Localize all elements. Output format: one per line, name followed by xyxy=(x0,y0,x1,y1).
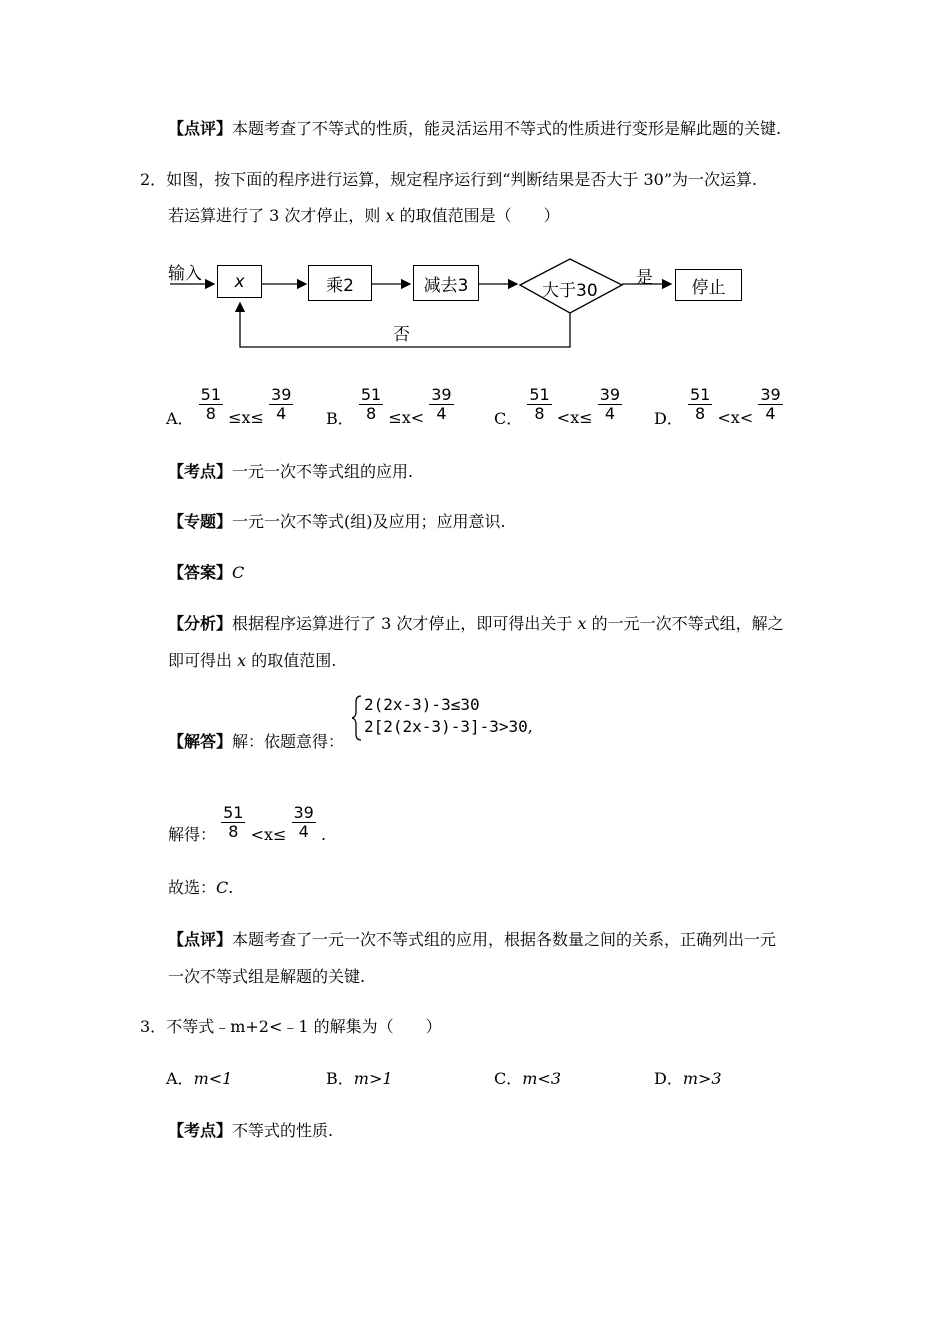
brace-icon xyxy=(352,694,362,742)
option-letter: C． xyxy=(494,409,523,428)
numerator: 39 xyxy=(431,385,452,404)
answer-text: C xyxy=(232,563,245,582)
input-label: 输入 xyxy=(168,264,202,284)
analysis-tag: 【分析】 xyxy=(168,614,233,633)
option-letter: A． xyxy=(166,409,194,428)
review-tag: 【点评】 xyxy=(168,930,233,949)
numerator: 39 xyxy=(599,385,621,404)
decision-label: 大于30 xyxy=(542,281,598,301)
analysis-text: 的取值范围. xyxy=(246,651,337,670)
relation: ≤x≤ xyxy=(228,408,264,427)
kaodian-section xyxy=(168,461,413,483)
option-text: m<3 xyxy=(522,1069,562,1088)
answer-section xyxy=(168,562,244,584)
kaodian-tag: 【考点】 xyxy=(168,462,233,481)
question-number: 2． xyxy=(140,170,167,189)
question-text: 如图，按下面的程序进行运算，规定程序运行到“判断结果是否大于 30”为一次运算. xyxy=(166,170,758,189)
fraction xyxy=(758,386,782,423)
numerator: 51 xyxy=(200,385,222,404)
numerator: 51 xyxy=(529,385,550,404)
variable-x: x xyxy=(385,206,395,225)
option-letter: D． xyxy=(654,409,683,428)
relation: <x< xyxy=(717,408,754,427)
choice-answer: C xyxy=(216,878,229,897)
analysis-text: 的一元一次不等式组，解之 xyxy=(586,614,784,633)
program-flowchart xyxy=(166,255,756,355)
question-text-part: 若运算进行了 3 次才停止，则 xyxy=(168,206,386,225)
denominator: 4 xyxy=(765,404,776,423)
solve-label: 解得： xyxy=(168,825,217,844)
q3-kaodian xyxy=(168,1120,333,1142)
fraction xyxy=(429,386,453,423)
variable-x: x xyxy=(237,651,247,670)
kaodian-text: 不等式的性质. xyxy=(232,1121,334,1140)
option-b xyxy=(326,380,454,429)
question-3 xyxy=(140,1016,442,1038)
relation: ≤x< xyxy=(388,408,425,427)
fraction xyxy=(359,386,383,423)
comma: , xyxy=(527,717,533,736)
option-text: m<1 xyxy=(193,1069,233,1088)
box-subtract-label: 减去3 xyxy=(423,275,469,296)
numerator: 39 xyxy=(760,385,781,404)
option-letter: B． xyxy=(326,409,354,428)
box-multiply xyxy=(308,265,372,301)
fraction xyxy=(199,386,223,423)
review-line1 xyxy=(168,929,776,951)
box-multiply-label: 乘2 xyxy=(326,275,354,296)
inequality-1: 2(2x-3)-3≤30 xyxy=(364,695,480,714)
review-line2 xyxy=(168,966,365,988)
denominator: 8 xyxy=(695,404,706,423)
solve-result xyxy=(168,798,326,846)
zhuanti-tag: 【专题】 xyxy=(168,512,233,531)
fraction xyxy=(598,386,622,423)
review-text: 本题考查了不等式的性质，能灵活运用不等式的性质进行变形是解此题的关键. xyxy=(232,119,782,138)
numerator: 39 xyxy=(271,385,292,404)
final-choice xyxy=(168,877,233,899)
option-d xyxy=(654,380,783,429)
numerator: 51 xyxy=(360,385,382,404)
question-2-line1 xyxy=(140,169,757,191)
box-stop-label: 停止 xyxy=(691,277,726,298)
analysis-line1 xyxy=(168,613,784,635)
option-letter: B． xyxy=(326,1069,354,1088)
analysis-text: 根据程序运算进行了 3 次才停止，即可得出关于 xyxy=(232,614,578,633)
question-text: 不等式﹣m+2<﹣1 的解集为（ ） xyxy=(166,1017,442,1036)
relation: <x≤ xyxy=(250,825,287,844)
fraction xyxy=(688,386,712,423)
zhuanti-text: 一元一次不等式(组)及应用；应用意识. xyxy=(232,512,506,531)
review-text: 一次不等式组是解题的关键. xyxy=(168,967,366,986)
option-a xyxy=(166,380,293,429)
yes-label: 是 xyxy=(636,268,653,288)
q3-option-a xyxy=(166,1068,232,1090)
zhuanti-section xyxy=(168,511,506,533)
solution-text: 解：依题意得： xyxy=(232,732,345,751)
option-c xyxy=(494,380,622,429)
no-label: 否 xyxy=(393,325,410,345)
kaodian-text: 一元一次不等式组的应用. xyxy=(232,462,414,481)
q3-option-d xyxy=(654,1068,722,1090)
denominator: 4 xyxy=(276,404,287,423)
denominator: 4 xyxy=(298,821,309,841)
q3-option-c xyxy=(494,1068,561,1090)
denominator: 8 xyxy=(365,404,377,423)
option-text: m>1 xyxy=(353,1069,393,1088)
solution-section xyxy=(168,731,344,753)
denominator: 4 xyxy=(604,404,615,423)
inequality-2: 2[2(2x-3)-3]-3>30 xyxy=(364,717,528,736)
box-x xyxy=(217,265,262,298)
review-tag: 【点评】 xyxy=(168,119,233,138)
analysis-text: 即可得出 xyxy=(168,651,238,670)
option-letter: D． xyxy=(654,1069,683,1088)
denominator: 8 xyxy=(205,404,216,423)
box-subtract xyxy=(413,265,479,301)
option-letter: A． xyxy=(166,1069,194,1088)
box-stop xyxy=(675,269,742,301)
numerator: 39 xyxy=(293,802,314,822)
fraction xyxy=(527,386,551,423)
solution-tag: 【解答】 xyxy=(168,732,233,751)
denominator: 4 xyxy=(436,404,447,423)
box-x-label: x xyxy=(234,271,245,292)
fraction xyxy=(221,804,245,841)
relation: <x≤ xyxy=(556,408,593,427)
numerator: 51 xyxy=(689,385,711,404)
question-number: 3． xyxy=(140,1017,167,1036)
review-previous xyxy=(168,118,781,140)
numerator: 51 xyxy=(223,802,244,822)
denominator: 8 xyxy=(228,821,239,841)
option-letter: C． xyxy=(494,1069,523,1088)
inequality-2-row xyxy=(364,716,533,738)
option-text: m>3 xyxy=(682,1069,722,1088)
fraction xyxy=(292,804,316,841)
q3-option-b xyxy=(326,1068,393,1090)
period: . xyxy=(228,878,234,897)
period: . xyxy=(320,825,327,844)
variable-x: x xyxy=(577,614,587,633)
analysis-line2 xyxy=(168,650,336,672)
question-text-part: 的取值范围是（ ） xyxy=(394,206,560,225)
kaodian-tag: 【考点】 xyxy=(168,1121,233,1140)
fraction xyxy=(269,386,293,423)
question-2-line2 xyxy=(168,205,560,227)
review-text: 本题考查了一元一次不等式组的应用，根据各数量之间的关系，正确列出一元 xyxy=(232,930,777,949)
choice-label: 故选： xyxy=(168,878,217,897)
answer-tag: 【答案】 xyxy=(168,563,233,582)
denominator: 8 xyxy=(534,404,545,423)
